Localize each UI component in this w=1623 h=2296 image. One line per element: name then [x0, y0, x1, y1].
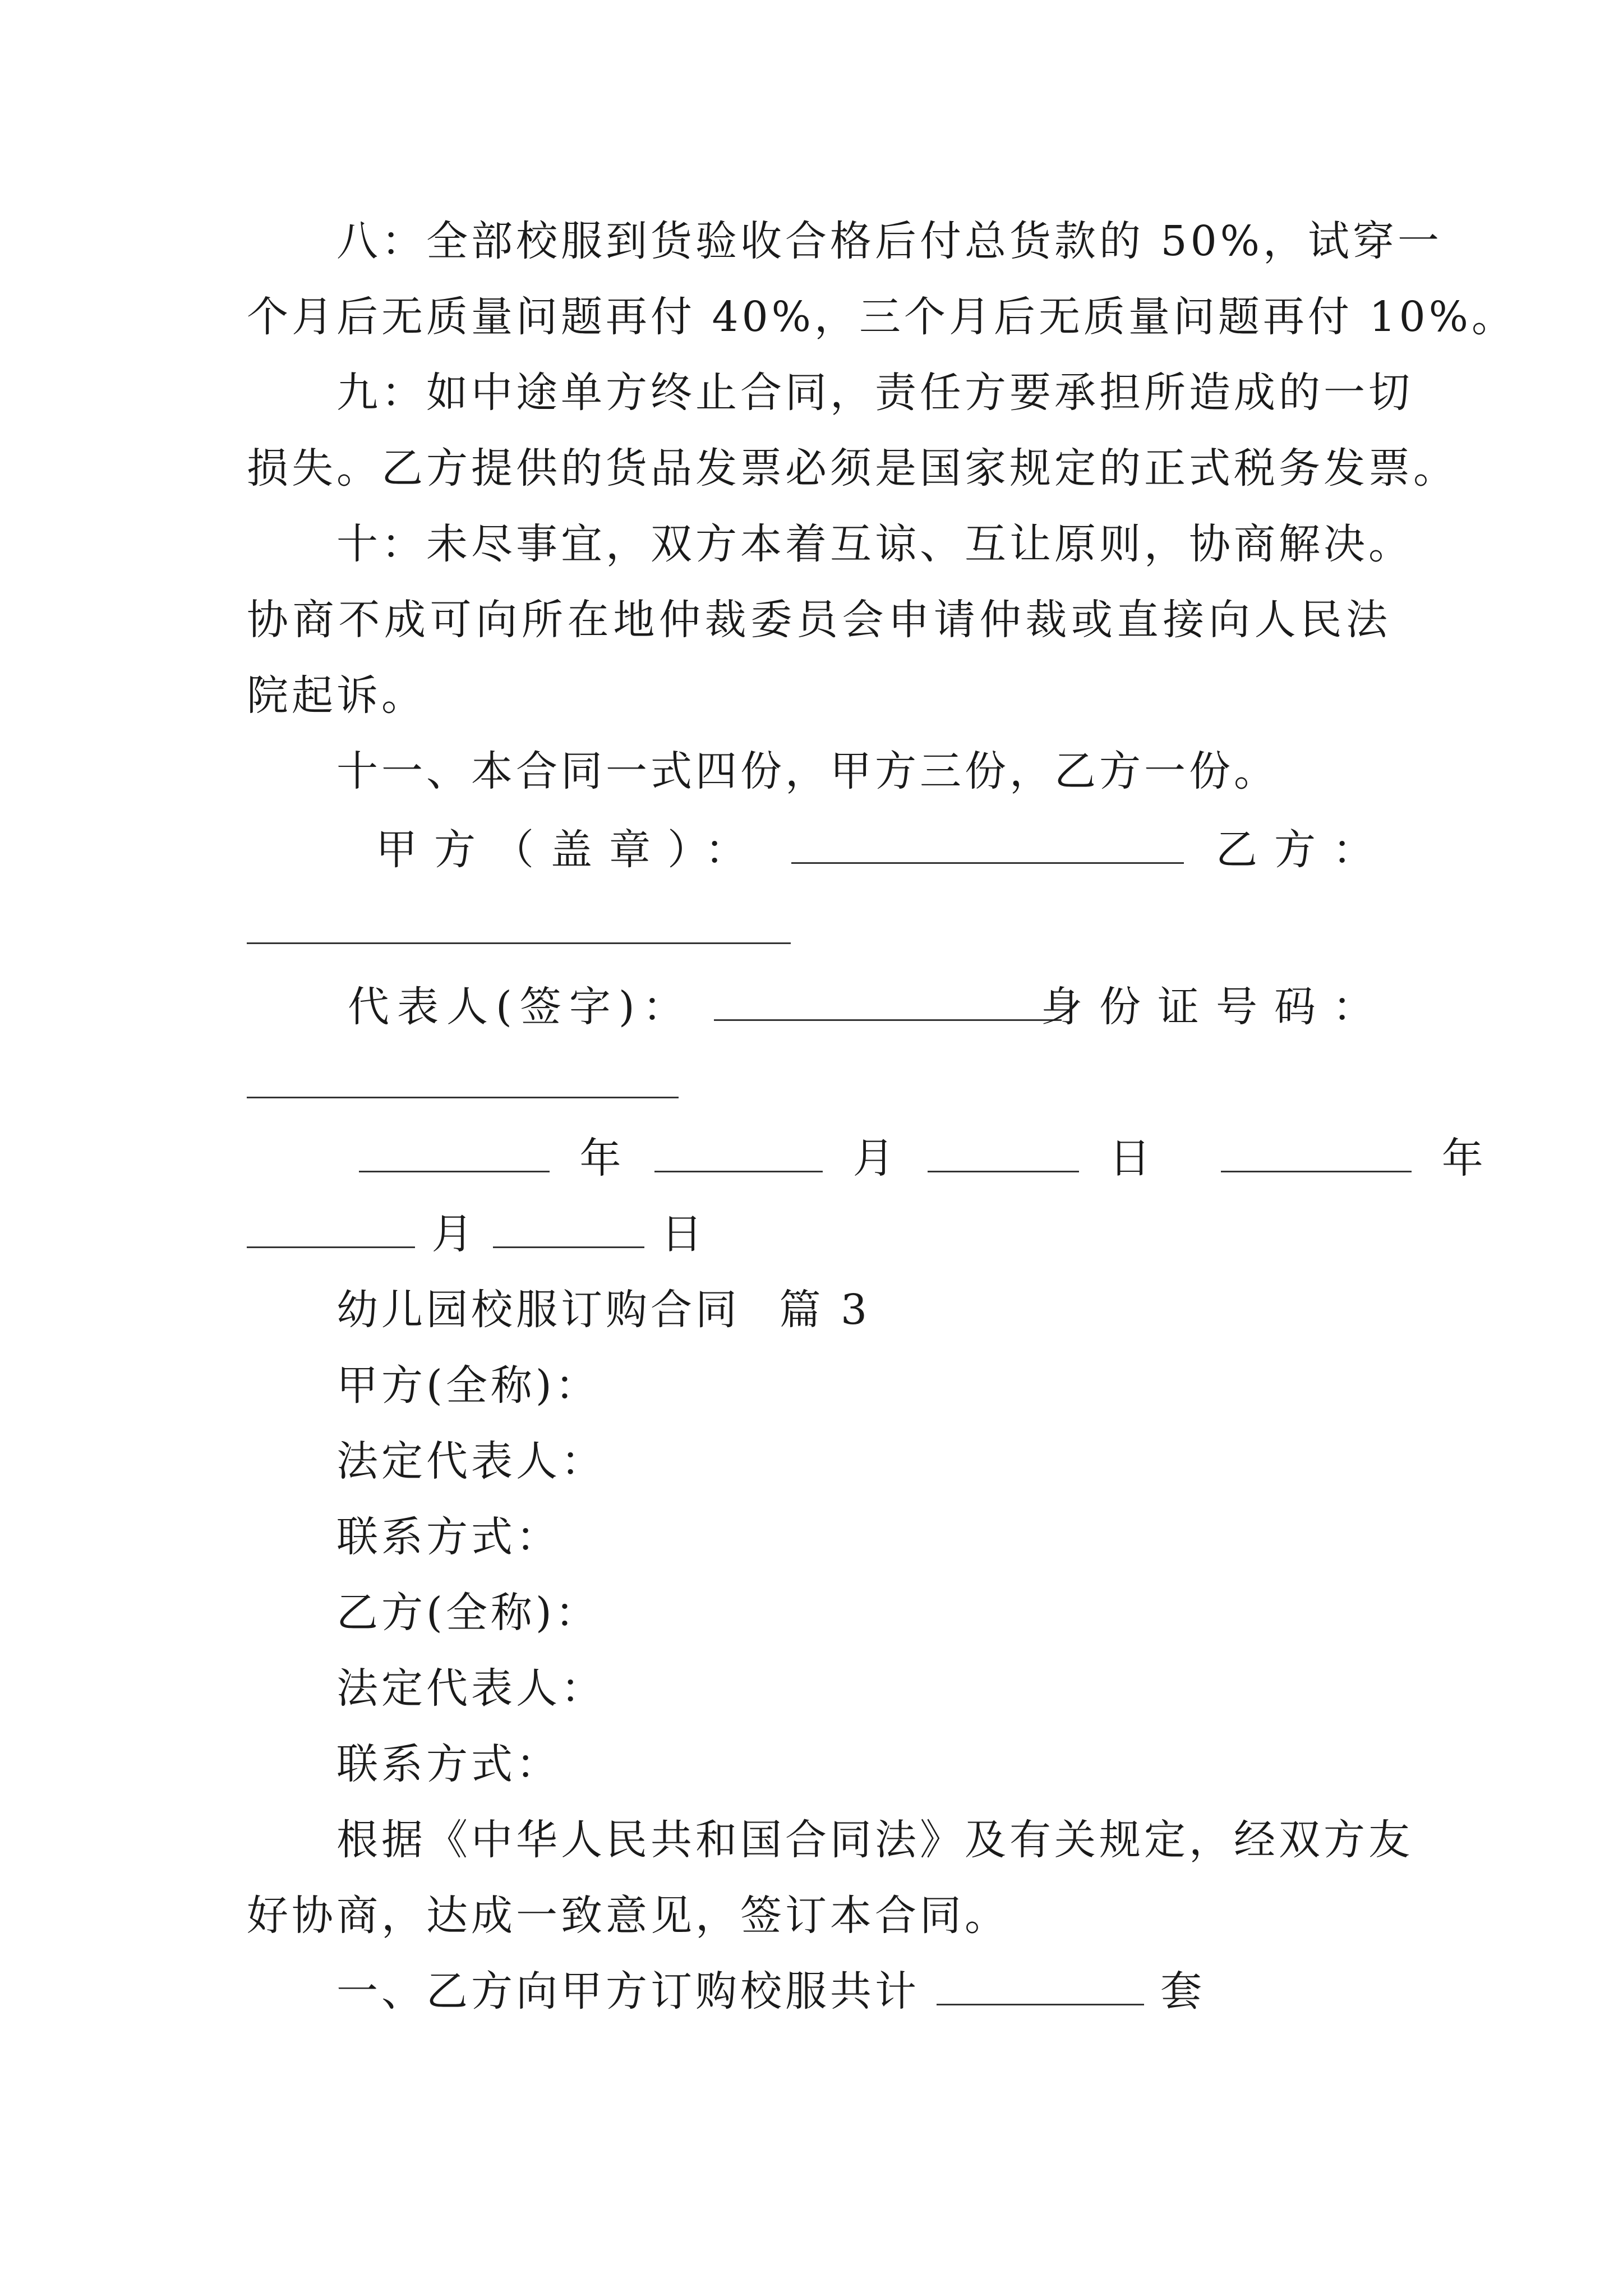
basis-line-2: 好协商，达成一致意见，签订本合同。 — [247, 1892, 1009, 1940]
clause-10-line-2: 协商不成可向所在地仲裁委员会申请仲裁或直接向人民法 — [247, 596, 1391, 644]
section-title-row — [336, 1282, 1391, 1338]
date-a-year-blank — [359, 1131, 550, 1172]
party-a-seal-blank — [791, 823, 1184, 864]
clause-10-line-3: 院起诉。 — [247, 671, 426, 720]
item-1-quantity-blank — [937, 1964, 1144, 2005]
rep-signature-label: 代表人(签字)： — [348, 983, 692, 1031]
item-1-row — [336, 1963, 1391, 2019]
id-number-label: 身份证号码： — [1041, 983, 1391, 1031]
basis-line-1: 根据《中华人民共和国合同法》及有关规定，经双方友 — [336, 1816, 1413, 1864]
date-a-day-blank — [928, 1131, 1079, 1172]
clause-11: 十一、本合同一式四份，甲方三份，乙方一份。 — [336, 747, 1279, 795]
party-b-legal-rep: 法定代表人： — [336, 1664, 606, 1713]
rep-signature-blank — [714, 980, 1062, 1021]
party-a-fullname: 甲方(全称)： — [336, 1361, 600, 1410]
clause-8-line-1: 八：全部校服到货验收合格后付总货款的 50%，试穿一 — [336, 217, 1442, 265]
party-b-contact: 联系方式： — [336, 1740, 561, 1788]
date-row-2 — [247, 1206, 1391, 1262]
date-row — [359, 1130, 1487, 1186]
date-b-month-label: 月 — [431, 1210, 477, 1258]
date-b-day-blank — [493, 1207, 644, 1248]
date-b-month-blank — [247, 1207, 415, 1248]
date-a-month-blank — [654, 1131, 823, 1172]
date-b-year-blank — [1221, 1131, 1412, 1172]
signature-rep-row — [348, 979, 1391, 1035]
signature-party-row — [376, 822, 1391, 878]
party-b-fullname: 乙方(全称)： — [336, 1589, 600, 1637]
party-a-legal-rep: 法定代表人： — [336, 1437, 606, 1485]
date-a-day-label: 日 — [1109, 1134, 1154, 1182]
clause-8-line-2: 个月后无质量问题再付 40%，三个月后无质量问题再付 10%。 — [247, 293, 1516, 341]
party-b-blank — [247, 942, 791, 944]
id-number-blank — [247, 1097, 679, 1098]
clause-10-line-1: 十：未尽事宜，双方本着互谅、互让原则，协商解决。 — [336, 520, 1413, 568]
party-a-contact: 联系方式： — [336, 1513, 561, 1561]
section-title: 幼儿园校服订购合同 — [336, 1286, 740, 1334]
clause-9-line-1: 九：如中途单方终止合同，责任方要承担所造成的一切 — [336, 369, 1413, 417]
section-number: 篇 3 — [779, 1286, 871, 1334]
clause-9-line-2: 损失。乙方提供的货品发票必须是国家规定的正式税务发票。 — [247, 444, 1458, 493]
item-1-unit: 套 — [1160, 1967, 1206, 2016]
item-1-text: 一、乙方向甲方订购校服共计 — [336, 1967, 920, 2016]
date-b-day-label: 日 — [661, 1210, 706, 1258]
party-b-label: 乙方： — [1216, 826, 1391, 874]
party-a-seal-label: 甲方（盖章）： — [376, 826, 763, 874]
date-a-year-label: 年 — [579, 1134, 625, 1182]
date-a-month-label: 月 — [852, 1134, 898, 1182]
date-b-year-label: 年 — [1441, 1134, 1487, 1182]
